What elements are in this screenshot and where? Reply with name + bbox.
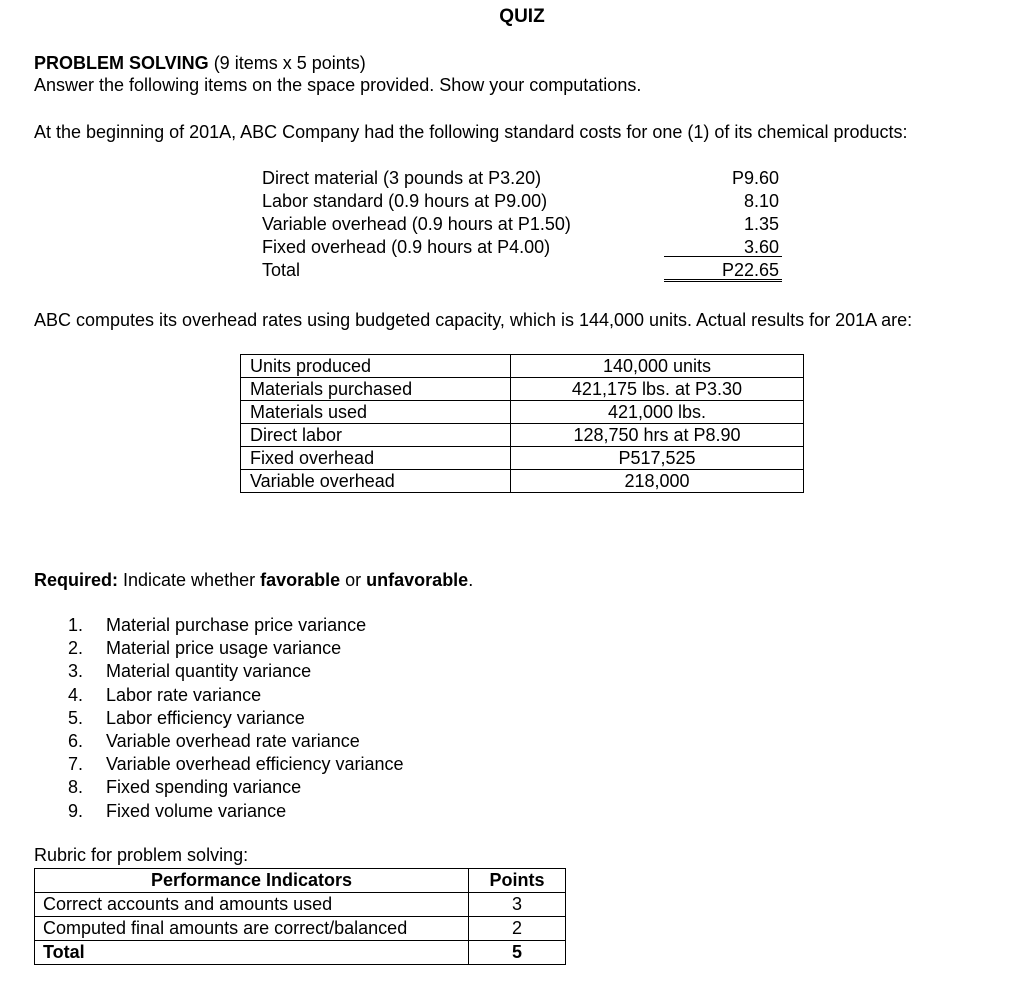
list-item [68, 732, 404, 755]
table-row [241, 470, 804, 493]
page-title: QUIZ [499, 6, 545, 27]
item-text: Material purchase price variance [106, 615, 367, 635]
item-text: Labor efficiency variance [106, 707, 305, 728]
required-items-list [68, 616, 404, 825]
result-label: Units produced [241, 355, 511, 378]
result-label: Variable overhead [241, 470, 511, 493]
required-label: Required: [34, 570, 119, 590]
item-number: 5. [68, 707, 84, 728]
list-item [68, 709, 404, 732]
table-row [241, 401, 804, 424]
result-value: 218,000 [511, 470, 804, 493]
result-value: 421,000 lbs. [511, 401, 804, 424]
item-number: 8. [68, 777, 84, 798]
standard-cost-row [262, 192, 782, 215]
indicator-header: Performance Indicators [35, 869, 469, 893]
standard-cost-amount: P9.60 [731, 168, 779, 188]
standard-cost-label: Direct material (3 pounds at P3.20) [262, 168, 542, 188]
indicator-cell: Correct accounts and amounts used [35, 893, 469, 917]
required-instruction [34, 571, 473, 589]
item-text: Material price usage variance [106, 638, 342, 659]
table-row [35, 917, 566, 941]
list-item [68, 686, 404, 709]
standard-cost-row [262, 238, 782, 261]
points-cell: 3 [469, 893, 566, 917]
table-row [241, 424, 804, 447]
intro-text: At the beginning of 201A, ABC Company had the following standard costs for one (1) of its chemical products: [34, 122, 908, 142]
item-text: Fixed spending variance [106, 777, 302, 798]
table-row [35, 893, 566, 917]
indicator-cell: Computed final amounts are correct/balanced [35, 917, 469, 941]
result-value: 128,750 hrs at P8.90 [511, 424, 804, 447]
list-item [68, 639, 404, 662]
table-row [241, 355, 804, 378]
capacity-note: ABC computes its overhead rates using budgeted capacity, which is 144,000 units. Actual results for 201A are: [34, 310, 913, 330]
list-item [68, 802, 404, 825]
item-text: Labor rate variance [106, 684, 262, 705]
list-item [68, 778, 404, 801]
standard-cost-total-amount: P22.65 [664, 261, 782, 282]
total-label: Total [35, 941, 469, 965]
item-text: Variable overhead rate variance [106, 730, 360, 751]
standard-cost-total-row [262, 261, 782, 284]
section-heading: PROBLEM SOLVING [34, 53, 209, 73]
standard-cost-label: Variable overhead (0.9 hours at P1.50) [262, 214, 571, 234]
total-row [35, 941, 566, 965]
favorable-word: favorable [260, 570, 341, 590]
item-number: 1. [68, 615, 84, 635]
item-number: 3. [68, 661, 84, 682]
table-row [241, 378, 804, 401]
result-label: Materials purchased [241, 378, 511, 401]
result-value: 140,000 units [511, 355, 804, 378]
rubric-table [34, 868, 566, 965]
standard-cost-label: Labor standard (0.9 hours at P9.00) [262, 191, 548, 211]
period: . [468, 570, 474, 590]
points-note: (9 items x 5 points) [208, 53, 366, 73]
result-value: 421,175 lbs. at P3.30 [511, 378, 804, 401]
problem-solving-heading [34, 54, 366, 72]
item-number: 4. [68, 684, 84, 705]
standard-cost-amount: 1.35 [743, 214, 779, 234]
table-row [241, 447, 804, 470]
points-cell: 2 [469, 917, 566, 941]
standard-cost-amount: 8.10 [743, 191, 779, 211]
standard-cost-row [262, 215, 782, 238]
item-number: 7. [68, 754, 84, 775]
result-label: Materials used [241, 401, 511, 424]
list-item [68, 616, 404, 639]
item-number: 2. [68, 638, 84, 659]
standard-cost-amount: 3.60 [664, 238, 782, 257]
rubric-title: Rubric for problem solving: [34, 845, 249, 865]
or-word: or [340, 570, 367, 590]
standard-cost-row [262, 169, 782, 192]
unfavorable-word: unfavorable [366, 570, 469, 590]
table-header-row [35, 869, 566, 893]
result-label: Direct labor [241, 424, 511, 447]
standard-costs-list [262, 169, 782, 284]
item-text: Fixed volume variance [106, 800, 287, 821]
required-text: Indicate whether [118, 570, 261, 590]
item-number: 6. [68, 730, 84, 751]
result-label: Fixed overhead [241, 447, 511, 470]
actual-results-table [240, 354, 804, 493]
instruction-text: Answer the following items on the space provided. Show your computations. [34, 75, 642, 95]
points-header: Points [469, 869, 566, 893]
list-item [68, 755, 404, 778]
list-item [68, 662, 404, 685]
item-text: Variable overhead efficiency variance [106, 754, 404, 775]
standard-cost-label: Fixed overhead (0.9 hours at P4.00) [262, 237, 551, 257]
total-points: 5 [469, 941, 566, 965]
standard-cost-total-label: Total [262, 260, 301, 280]
result-value: P517,525 [511, 447, 804, 470]
item-number: 9. [68, 800, 84, 821]
item-text: Material quantity variance [106, 661, 312, 682]
